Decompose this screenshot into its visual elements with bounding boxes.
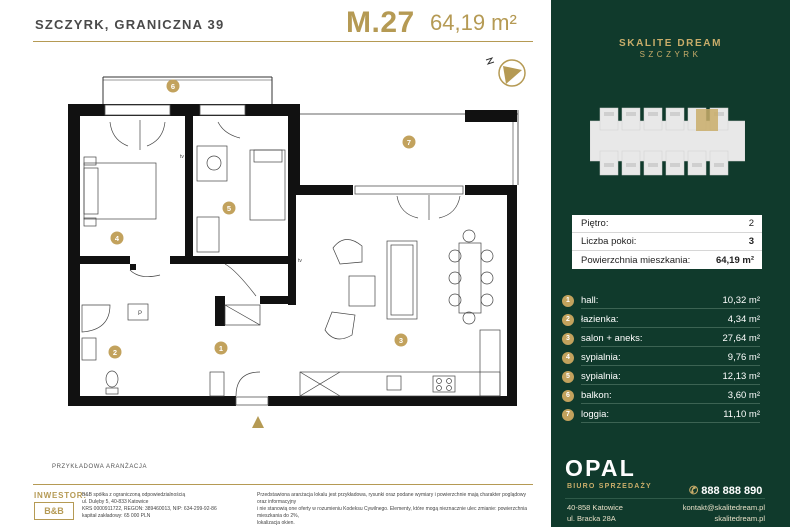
room-number-badge: 5	[562, 371, 574, 383]
contact-rule	[565, 498, 765, 499]
room-area: 4,34 m²	[727, 314, 760, 325]
room-area: 3,60 m²	[727, 390, 760, 401]
summary-value: 2	[748, 218, 754, 229]
building-keyplan	[590, 103, 745, 183]
room-number-badge: 7	[562, 409, 574, 421]
footer-rule	[33, 484, 533, 485]
room-area: 9,76 m²	[727, 352, 760, 363]
p-label: P	[138, 311, 143, 317]
investor-line: B&B spółka z ograniczoną odpowiedzialnością	[82, 492, 186, 498]
investor-details	[82, 492, 222, 520]
bathroom-fixtures	[82, 270, 160, 394]
investor-line: ul. Dulęby 5, 40-833 Katowice	[82, 499, 149, 505]
room-name: sypialnia:	[581, 371, 621, 382]
investor-line: kapitał zakładowy: 65 000 PLN	[82, 513, 151, 519]
room-marker-3: 3	[398, 336, 404, 345]
room-number-badge: 6	[562, 390, 574, 402]
summary-row-area	[572, 251, 762, 269]
phone-icon: ✆	[689, 485, 699, 497]
room-area: 12,13 m²	[722, 371, 760, 382]
summary-label: Liczba pokoi:	[581, 236, 637, 247]
tv-label-living: tv	[298, 258, 302, 264]
investor-logo: B&B	[34, 502, 74, 520]
office-address-line2: ul. Bracka 28A	[567, 514, 616, 523]
room-name: sypialnia:	[581, 352, 621, 363]
room-row	[562, 329, 760, 348]
room-area: 10,32 m²	[722, 295, 760, 306]
living-room-furniture	[325, 195, 493, 339]
unit-code: M.27	[346, 6, 415, 39]
room-name: balkon:	[581, 390, 612, 401]
room-marker-6: 6	[170, 82, 176, 91]
room-row	[562, 291, 760, 310]
room-marker-1: 1	[218, 344, 224, 353]
investor-line: KRS 0000911722, REGON: 389460013, NIP: 634-299-92-86	[82, 506, 217, 512]
phone-text: 888 888 890	[701, 485, 763, 497]
summary-label: Powierzchnia mieszkania:	[581, 254, 691, 266]
email-link[interactable]: kontakt@skalitedream.pl	[682, 503, 765, 512]
entrance-arrow-icon	[252, 416, 264, 428]
disclaimer-line: lokalizacja okien.	[257, 520, 295, 526]
room-row	[562, 386, 760, 405]
walls	[68, 104, 517, 406]
summary-table	[572, 215, 762, 269]
room-number-badge: 3	[562, 333, 574, 345]
brand-town: SZCZYRK	[639, 50, 702, 59]
room-area: 11,10 m²	[723, 409, 760, 420]
address-title: SZCZYRK, GRANICZNA 39	[35, 17, 225, 32]
compass-icon	[486, 58, 525, 86]
summary-row-rooms	[572, 233, 762, 251]
website-link[interactable]: skalitedream.pl	[714, 514, 765, 523]
room-list	[562, 291, 760, 424]
investor-label: INWESTOR:	[34, 491, 87, 500]
phone-number[interactable]	[689, 484, 762, 497]
brand-name: SKALITE DREAM	[618, 38, 723, 49]
room-marker-2: 2	[112, 348, 118, 357]
room-name: loggia:	[581, 409, 609, 420]
summary-value: 3	[748, 236, 754, 247]
room-area: 27,64 m²	[722, 333, 760, 344]
sales-office-label: BIURO SPRZEDAŻY	[567, 483, 652, 490]
room-name: salon + aneks:	[581, 333, 643, 344]
unit-area: 64,19 m²	[430, 10, 517, 35]
example-note: PRZYKŁADOWA ARANŻACJA	[52, 464, 148, 470]
room-number-badge: 2	[562, 314, 574, 326]
room-marker-4: 4	[114, 234, 120, 243]
disclaimer	[257, 492, 537, 527]
room-marker-5: 5	[226, 204, 232, 213]
room-name: łazienka:	[581, 314, 619, 325]
office-address-line1: 40-858 Katowice	[567, 503, 623, 512]
summary-value: 64,19 m²	[715, 254, 754, 266]
sales-company-logo: OPAL	[565, 455, 636, 481]
summary-label: Piętro:	[581, 218, 609, 229]
summary-row-floor	[572, 215, 762, 233]
room-number-badge: 4	[562, 352, 574, 364]
disclaimer-line: i nie stanowią one oferty w rozumieniu Kodeksu Cywilnego. Elementy, które mogą nieznacznie ulec zmianie: powierzchnia mieszkania do 2%,	[257, 506, 528, 519]
room-number-badge: 1	[562, 295, 574, 307]
bedroom-4-furniture	[84, 120, 165, 226]
hall-fixtures	[210, 264, 260, 396]
room-row	[562, 405, 760, 424]
highlighted-unit	[696, 109, 718, 131]
bedroom-5-furniture	[197, 122, 285, 252]
tv-label-bedroom: tv	[180, 154, 184, 160]
disclaimer-line: Przedstawiona aranżacja lokalu jest przykładowa, rysunki oraz podane wymiary i powierzchnie mają charakter poglądowy oraz informacyjny	[257, 492, 527, 505]
room-row	[562, 348, 760, 367]
balcony-area	[103, 77, 272, 104]
room-row	[562, 310, 760, 329]
room-row	[562, 367, 760, 386]
room-name: hall:	[581, 295, 599, 306]
room-marker-7: 7	[406, 138, 412, 147]
